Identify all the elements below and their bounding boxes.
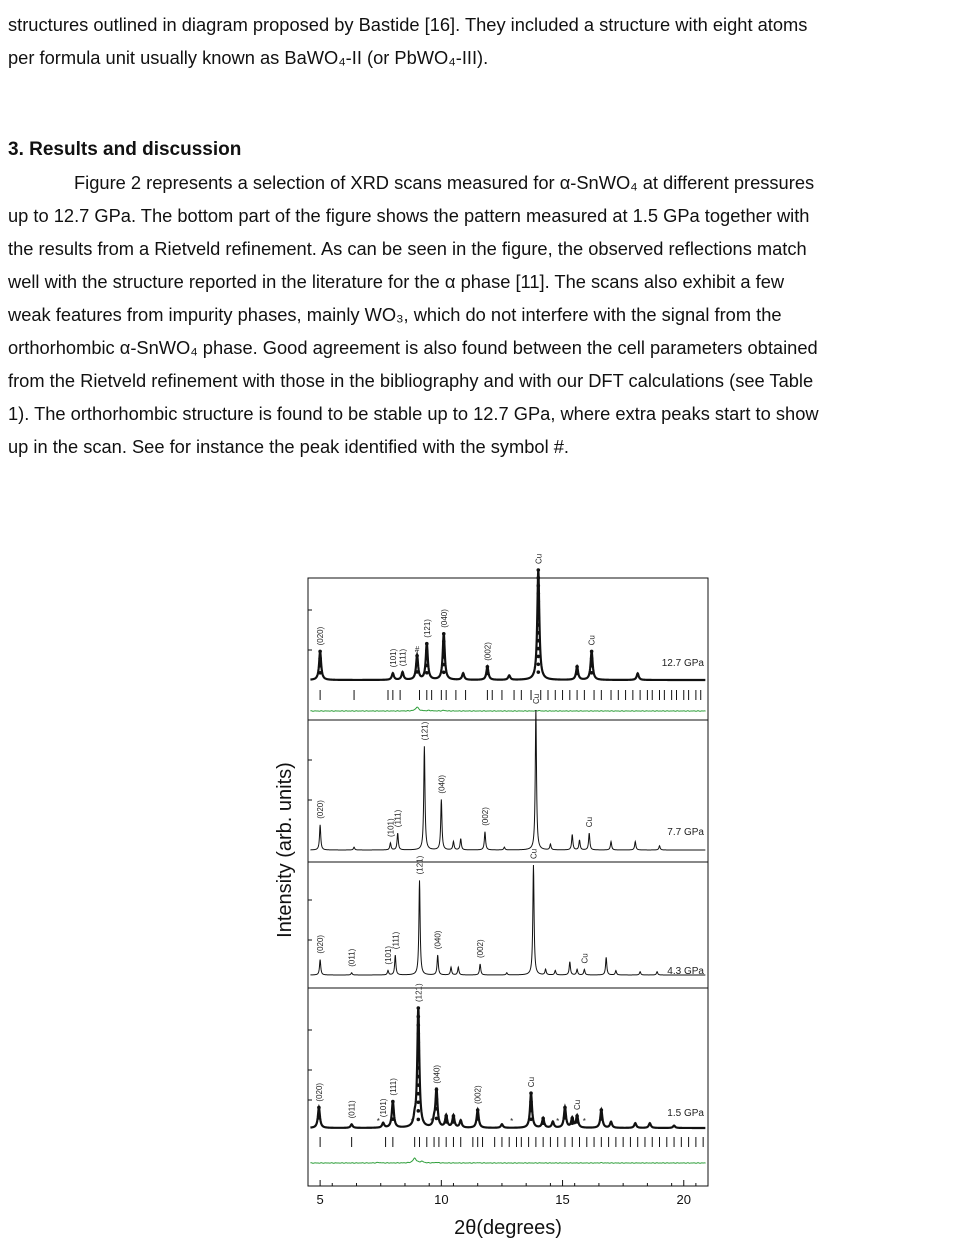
peak-label: # xyxy=(414,644,420,654)
data-point xyxy=(529,1091,533,1095)
peak-label: (020) xyxy=(316,800,326,819)
peak-label: (111) xyxy=(391,931,401,950)
peak-label: Cu xyxy=(529,848,539,859)
impurity-star: * xyxy=(556,1117,560,1126)
x-tick-label: 5 xyxy=(316,1192,324,1207)
data-point xyxy=(537,592,541,596)
data-point xyxy=(318,664,322,668)
data-point xyxy=(537,607,541,611)
data-point xyxy=(415,654,419,658)
data-point xyxy=(537,600,541,604)
x-tick-label: 10 xyxy=(434,1192,449,1207)
data-point xyxy=(317,1106,321,1110)
text-line: Figure 2 represents a selection of XRD scans measured for α-SnWO₄ at different pressures xyxy=(74,172,815,193)
peak-label: Cu xyxy=(585,816,595,828)
data-point xyxy=(590,671,594,675)
peak-label: (101) xyxy=(379,1098,389,1118)
peak-label: Cu xyxy=(531,693,541,704)
peak-label: (011) xyxy=(347,1100,357,1119)
data-point xyxy=(444,1120,448,1124)
peak-label: (111) xyxy=(393,809,403,828)
data-point xyxy=(442,655,446,659)
data-point xyxy=(590,650,594,654)
data-point xyxy=(318,657,322,661)
data-point xyxy=(541,1121,545,1125)
peak-label: (040) xyxy=(432,1064,442,1084)
y-axis-label: Intensity (arb. units) xyxy=(274,762,296,938)
peak-label: (040) xyxy=(439,609,449,628)
data-point xyxy=(537,647,541,651)
pressure-label: 7.7 GPa xyxy=(667,827,704,838)
peak-label: (101) xyxy=(384,945,393,965)
text-line: weak features from impurity phases, mainly WO₃, which do not interfere with the signal from the xyxy=(8,304,782,325)
data-point xyxy=(415,670,419,674)
data-point xyxy=(417,1092,421,1096)
data-point xyxy=(537,662,541,666)
peak-label: (121) xyxy=(420,721,430,741)
paragraph-intro xyxy=(8,8,970,74)
peak-label: (002) xyxy=(476,939,486,958)
data-point xyxy=(391,1117,395,1121)
data-point xyxy=(537,639,541,643)
pattern-panel-3 xyxy=(308,849,708,988)
data-point xyxy=(417,1023,421,1027)
peak-label: (101) xyxy=(386,818,396,837)
data-point xyxy=(575,1120,579,1124)
impurity-star: * xyxy=(430,1117,434,1126)
peak-label: Cu xyxy=(573,1099,583,1110)
data-point xyxy=(529,1100,533,1104)
data-point xyxy=(442,640,446,644)
data-point xyxy=(318,671,322,675)
pressure-label: 12.7 GPa xyxy=(661,658,704,669)
pattern-panel-4 xyxy=(310,983,705,1163)
text-line: per formula unit usually known as BaWO₄-II (or PbWO₄-III). xyxy=(8,47,489,68)
data-point xyxy=(442,632,446,636)
peak-label: Cu xyxy=(580,953,590,964)
peak-label: (020) xyxy=(316,934,326,954)
data-point xyxy=(417,1032,421,1036)
data-point xyxy=(425,649,429,653)
data-point xyxy=(435,1117,439,1121)
x-tick-label: 15 xyxy=(555,1192,570,1207)
peak-label: (040) xyxy=(437,774,447,794)
peak-label: (011) xyxy=(347,948,357,967)
data-point xyxy=(444,1114,448,1118)
data-point xyxy=(417,1006,421,1010)
impurity-star: * xyxy=(410,1117,414,1126)
pressure-label: 1.5 GPa xyxy=(667,1108,704,1119)
text-line: from the Rietveld refinement with those in the bibliography and with our DFT calculations (see Table xyxy=(8,370,814,391)
data-point xyxy=(425,642,429,646)
peak-label: (111) xyxy=(388,1078,398,1096)
data-point xyxy=(415,662,419,666)
peak-label: (111) xyxy=(398,648,408,667)
pattern-line xyxy=(310,570,705,680)
data-point xyxy=(391,1109,395,1113)
data-point xyxy=(317,1116,321,1120)
peak-label: (002) xyxy=(473,1085,483,1104)
peak-label: (121) xyxy=(422,619,432,638)
data-point xyxy=(537,615,541,619)
peak-label: Cu xyxy=(527,1076,537,1088)
data-point xyxy=(541,1117,545,1121)
impurity-star: * xyxy=(510,1117,514,1126)
x-axis-label: 2θ(degrees) xyxy=(454,1217,562,1239)
data-point xyxy=(417,1066,421,1070)
data-point xyxy=(537,568,541,572)
text-line: 1). The orthorhombic structure is found to be stable up to 12.7 GPa, where extra peaks start to show xyxy=(8,403,819,424)
data-point xyxy=(476,1117,480,1121)
data-point xyxy=(425,671,429,675)
section-heading: 3. Results and discussion xyxy=(8,139,242,160)
data-point xyxy=(442,663,446,667)
data-point xyxy=(486,665,490,669)
x-tick-label: 20 xyxy=(676,1192,691,1207)
data-point xyxy=(417,1083,421,1087)
text-line: well with the structure reported in the literature for the α phase [11]. The scans also exhibit a few xyxy=(8,271,785,292)
pattern-line xyxy=(310,710,705,850)
data-point xyxy=(435,1097,439,1101)
data-point xyxy=(529,1118,533,1122)
data-point xyxy=(563,1106,567,1110)
peak-label: Cu xyxy=(534,553,544,564)
data-point xyxy=(417,1049,421,1053)
data-point xyxy=(537,631,541,635)
data-point xyxy=(570,1121,574,1125)
pattern-line xyxy=(310,1007,705,1128)
data-point xyxy=(417,1118,421,1122)
peak-label: (002) xyxy=(480,807,490,826)
data-point xyxy=(590,657,594,661)
data-point xyxy=(425,656,429,660)
data-point xyxy=(452,1114,456,1118)
data-point xyxy=(417,1109,421,1113)
peak-label: (020) xyxy=(316,626,326,646)
residual-line xyxy=(310,1158,705,1163)
peak-label: (002) xyxy=(483,642,493,661)
impurity-star: * xyxy=(376,1117,380,1126)
data-point xyxy=(435,1107,439,1111)
text-line: up in the scan. See for instance the peak identified with the symbol #. xyxy=(8,436,569,457)
data-point xyxy=(590,664,594,668)
text-line: up to 12.7 GPa. The bottom part of the figure shows the pattern measured at 1.5 GPa together with xyxy=(8,205,810,226)
pressure-label: 4.3 GPa xyxy=(667,966,704,977)
text-line: the results from a Rietveld refinement. As can be seen in the figure, the observed reflections match xyxy=(8,238,807,259)
peak-label: (121) xyxy=(414,983,424,1002)
data-point xyxy=(537,584,541,588)
data-point xyxy=(600,1108,604,1112)
peak-label: (101) xyxy=(388,648,398,668)
data-point xyxy=(537,623,541,627)
text-line: orthorhombic α-SnWO₄ phase. Good agreement is also found between the cell parameters obtained xyxy=(8,337,818,358)
data-point xyxy=(442,647,446,651)
plot-content xyxy=(308,554,708,1164)
pattern-panel-2 xyxy=(308,694,708,862)
data-point xyxy=(570,1117,574,1121)
data-point xyxy=(537,655,541,659)
data-point xyxy=(452,1120,456,1124)
data-point xyxy=(391,1100,395,1104)
data-point xyxy=(563,1116,567,1120)
data-point xyxy=(575,1114,579,1118)
data-point xyxy=(486,672,490,676)
data-point xyxy=(417,1015,421,1019)
data-point xyxy=(425,664,429,668)
residual-line xyxy=(310,707,705,711)
pattern-panel-1 xyxy=(308,554,708,720)
data-point xyxy=(575,672,579,676)
data-point xyxy=(318,650,322,654)
text-line: structures outlined in diagram proposed by Bastide [16]. They included a structure with eight atoms xyxy=(8,14,808,35)
pattern-line xyxy=(310,865,705,975)
peak-label: Cu xyxy=(587,635,597,646)
data-point xyxy=(529,1109,533,1113)
data-point xyxy=(537,576,541,580)
data-point xyxy=(435,1088,439,1092)
impurity-star: * xyxy=(582,1117,586,1126)
peak-label: (020) xyxy=(314,1082,324,1102)
data-point xyxy=(600,1117,604,1121)
data-point xyxy=(537,670,541,674)
data-point xyxy=(417,1058,421,1062)
data-point xyxy=(417,1075,421,1079)
data-point xyxy=(476,1108,480,1112)
peak-label: (121) xyxy=(415,855,425,875)
peak-label: (040) xyxy=(433,930,443,950)
data-point xyxy=(417,1040,421,1044)
plot-frame xyxy=(308,578,708,1186)
paragraph-results xyxy=(8,166,970,463)
data-point xyxy=(442,671,446,675)
data-point xyxy=(575,665,579,669)
data-point xyxy=(417,1100,421,1104)
